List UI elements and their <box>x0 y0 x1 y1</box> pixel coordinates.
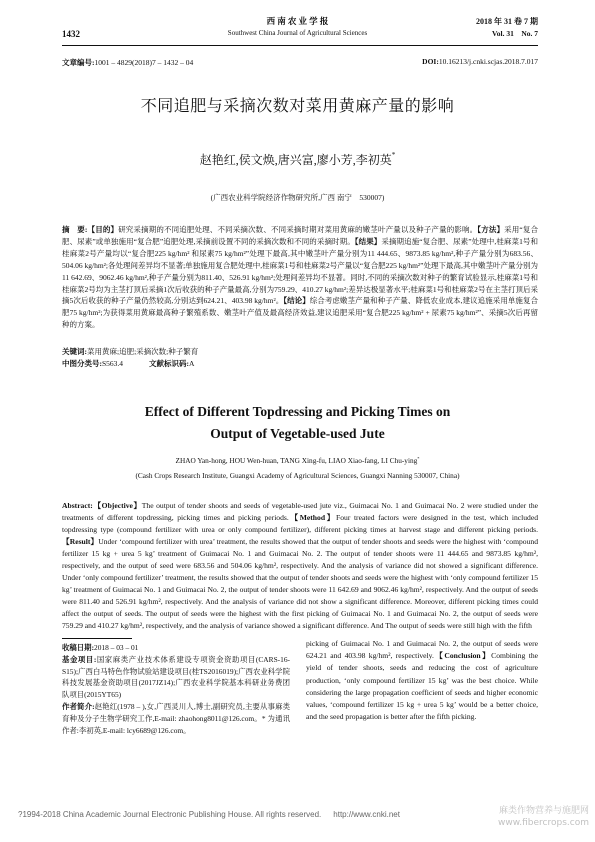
two-column-block <box>62 638 538 736</box>
issue-cn: 2018 年 31 卷 7 期 <box>476 17 538 26</box>
classification <box>62 358 538 370</box>
abstract-cn-result-label: 【结果】 <box>354 236 382 246</box>
abstract-cn-objective-label: 【目的】 <box>87 225 119 234</box>
watermark <box>498 805 589 829</box>
abstract-en-label: Abstract: <box>62 501 93 510</box>
doi <box>422 57 538 68</box>
bio-text: 赵艳红(1978 – ),女,广西灵川人,博士,副研究员,主要从事麻类育种及分子生物学研究工作,E-mail: zhaohong8011@126.com。* 为通讯作者:李初英,E-mail: lcy6689@126.com。 <box>62 701 290 735</box>
received-label: 收稿日期: <box>62 643 95 652</box>
doc-code-label: 文献标识码: <box>149 359 190 368</box>
bio-label: 作者简介: <box>62 701 95 711</box>
corresponding-mark-cn: * <box>391 151 396 159</box>
journal-name-cn: 西 南 农 业 学 报 <box>266 16 329 26</box>
title-en <box>0 401 595 445</box>
abstract-en-result-label: 【Result】 <box>62 537 99 546</box>
received-date: 2018 – 03 – 01 <box>94 643 139 652</box>
keywords-cn-text: 菜用黄麻;追肥;采摘次数;种子繁育 <box>87 347 199 356</box>
doc-code-value: A <box>189 359 195 368</box>
footnotes <box>62 638 290 736</box>
funding-text: 国家麻类产业技术体系建设专项资金资助项目(CARS-16-S15);广西白马特色作物试验站建设项目(桂TS2016019);广西农业科学院科技发展基金资助项目(2017JZ14);广西农业科学院基本科研业务费团队项目(2015YT65) <box>62 654 290 700</box>
clc-value: S563.4 <box>102 359 124 368</box>
abstract-en <box>62 500 538 736</box>
abstract-cn-label: 摘 要: <box>62 225 88 234</box>
article-number <box>62 57 193 68</box>
abstract-en-continued <box>306 638 538 736</box>
abstract-cn-result: 采摘期追施“复合肥、尿素”处理中,桂麻菜1号和桂麻菜2号产量均以“复合肥225 kg/hm² 和尿素75 kg/hm²”处理下最高,其中嫩茎叶产量分别为11 444.65、9873.85 kg/hm²,种子产量分别为683.56、504.06 kg/hm²;各处理间差异均不显著;单独施用复合肥处理中,桂麻菜1号和桂麻菜2号产量以“复合肥225 kg/hm²”处理下最高,其中嫩茎叶产量分别为11 642.69、9062.46 kg/hm²,种子产量分别为811.40、526.91 kg/hm²;处理间差异均不显著。同时,不同的采摘次数对种子的繁育试验显示,桂麻菜1号和桂麻菜2号均为主茎打顶后采摘1次后收获的种子产量最高,分别为759.29、410.27 kg/hm²;差异达极显著水平;桂麻菜1号和桂麻菜2号在主茎打顶后采摘5次后收获的种子产量仍然较高,分别达到624.21、403.98 kg/hm²。 <box>62 236 539 306</box>
header-rule <box>62 45 538 46</box>
corresponding-mark-en: * <box>417 456 420 461</box>
abstract-cn <box>62 224 538 331</box>
title-cn: 不同追肥与采摘次数对菜用黄麻产量的影响 <box>140 98 455 115</box>
doi-label: DOI: <box>422 57 439 66</box>
abstract-cn-conclusion-label: 【结论】 <box>283 296 310 306</box>
watermark-line2: www.fibercrops.com <box>498 818 589 828</box>
doi-value: 10.16213/j.cnki.scjas.2018.7.017 <box>438 57 538 66</box>
affiliation-cn: (广西农业科学院经济作物研究所,广西 南宁 530007) <box>210 193 385 202</box>
authors-en <box>0 456 595 465</box>
abstract-en-objective-label: 【Objective】 <box>92 501 142 510</box>
abstract-cn-conclusion: 综合考虑嫩茎产量和种子产量、降低农业成本,建议追施采用单施复合肥75 kg/hm²;为获得菜用黄麻最高种子繁殖系数、嫩茎叶产值及最高经济效益,建议追肥采用“复合肥225 kg/hm² + 尿素75 kg/hm²”、采摘5次后再留种的方案。 <box>62 296 538 330</box>
copyright-text: ?1994-2018 China Academic Journal Electronic Publishing House. All rights reserved. <box>18 810 322 819</box>
funding-label: 基金项目: <box>62 654 97 664</box>
abstract-en-method: Four treated factors were designed in the test, which included topdressing type (compound fertilizer with urea or only compound fertilizer), different picking times at harvest stage and different picking periods. <box>62 513 539 534</box>
copyright-footer <box>18 810 400 819</box>
abstract-en-conclusion: Combining the yield of tender shoots, seeds and reducing the cost of agriculture production, ‘only compound fertilizer 15 kg’ was the best choice. While considering the large propagation coefficient of seeds and higher economic values, ‘compound fertilizer 15 kg + urea 5 kg’ would be a better choice, and the seed propagation is better after the fifth picking. <box>306 651 538 722</box>
abstract-cn-method: 采用“复合肥、尿素”或单独施用“复合肥”追肥处理,采摘前设置不同的采摘次数和不同的采摘时期。 <box>62 225 539 246</box>
authors-en-names: ZHAO Yan-hong, HOU Wen-huan, TANG Xing-fu, LIAO Xiao-fang, LI Chu-ying <box>175 456 418 465</box>
watermark-line1: 麻类作物营养与施肥网 <box>498 806 589 816</box>
abstract-cn-method-label: 【方法】 <box>477 225 505 234</box>
footnote-author-bio <box>62 701 290 736</box>
issue-info <box>476 15 538 39</box>
article-number-label: 文章编号: <box>62 58 95 67</box>
article-meta <box>62 57 538 68</box>
abstract-en-method-label: 【Method】 <box>288 513 337 522</box>
journal-name-en: Southwest China Journal of Agricultural Sciences <box>227 29 368 37</box>
abstract-en-result-part1: Under ‘compound fertilizer with urea’ treatment, the results showed that the output of tender shoots and seeds were the highest with ‘compound fertilizer 15 kg + urea 5 kg’ treatment of Guimacai No. 1 and Guimacai No. 2. The output of tender shoots were 11 444.65 and 9873.85 kg/hm², respectively, and the output of seed were 683.56 and 504.06 kg/hm², respectively. And the analysis of variance did not showed a significant difference. Under ‘only compound fertilizer’ treatment, the results showed that the output of tender shoots and seeds were the highest with ‘only compound fertilizer 15 kg’ treatment of Guimacai No. 1 and Guimacai No. 2, the output of tender shoots were 11 642.69 and 9062.46 kg/hm², respectively. And the output of seeds were 811.40 and 526.91 kg/hm², respectively. And the analysis of variance did not show a significant difference. Moreover, different picking times could affect the output of seeds. The output of seeds were the highest with the first picking of Guimacai No. 1 and Guimacai No. 2, the output of seeds were 759.29 and 410.27 kg/hm², respectively, and the analysis of variance showed a significant difference. And The output of seeds were still high with the fifth <box>62 537 538 630</box>
abstract-en-result-part2: picking of Guimacai No. 1 and Guimacai No. 2, the output of seeds were 624.21 and 403.98 kg/hm², respectively. <box>306 639 538 661</box>
affiliation-en: (Cash Crops Research Institute, Guangxi Academy of Agricultural Sciences, Guangxi Nanning 530007, China) <box>135 471 460 480</box>
abstract-en-main <box>62 500 538 632</box>
authors-cn <box>0 151 595 168</box>
footnote-funding <box>62 654 290 701</box>
page-number: 1432 <box>62 29 80 39</box>
abstract-en-objective: The output of tender shoots and seeds of vegetable-used jute viz., Guimacai No. 1 and Guimacai No. 2 were studied under the treatments of different topdressing, picking times and picking periods. <box>62 501 538 522</box>
keywords-cn-label: 关键词: <box>62 347 87 356</box>
clc-label: 中图分类号: <box>62 359 102 368</box>
issue-en: Vol. 31 No. 7 <box>492 29 538 38</box>
footnote-received <box>62 642 290 654</box>
abstract-cn-objective: 研究采摘期的不同追肥处理、不同采摘次数、不同采摘时期对菜用黄麻的嫩茎叶产量以及种子产量的影响。 <box>118 225 478 234</box>
footnote-rule <box>62 638 132 639</box>
article-number-value: 1001 – 4829(2018)7 – 1432 – 04 <box>94 58 194 67</box>
keywords-cn <box>62 346 538 358</box>
title-en-line1: Effect of Different Topdressing and Picking Times on <box>144 404 451 419</box>
authors-cn-names: 赵艳红,侯文焕,唐兴富,廖小芳,李初英 <box>199 153 392 167</box>
footer-url: http://www.cnki.net <box>333 810 400 819</box>
abstract-en-conclusion-label: 【Conclusion】 <box>433 651 492 661</box>
title-en-line2: Output of Vegetable-used Jute <box>210 426 385 441</box>
